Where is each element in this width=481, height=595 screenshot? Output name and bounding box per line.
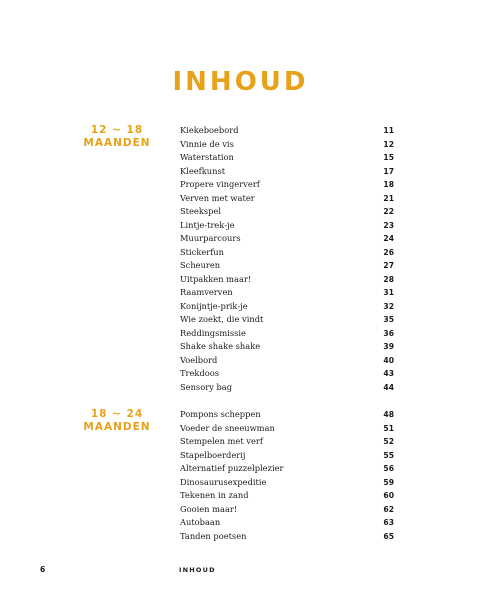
toc-entry-page: 22 xyxy=(383,207,394,216)
toc-entry-page: 18 xyxy=(383,180,394,189)
toc-entry xyxy=(180,246,394,260)
toc-entry-page: 65 xyxy=(383,531,394,541)
toc-entry-title: Konijntje-prik-je xyxy=(180,300,248,311)
toc-entry-page: 27 xyxy=(383,261,394,270)
toc-entry xyxy=(180,367,394,381)
toc-entry-title: Uitpakken maar! xyxy=(180,273,252,284)
toc-entry-title: Reddingsmissie xyxy=(180,327,246,338)
toc-entry xyxy=(180,489,394,503)
toc-entry-title: Gooien maar! xyxy=(180,503,238,514)
toc-entry-page: 36 xyxy=(383,328,394,338)
toc-entry xyxy=(180,232,394,246)
toc-entry-title: Alternatief puzzelplezier xyxy=(180,463,284,473)
toc-entry xyxy=(180,313,394,327)
toc-entry-page: 15 xyxy=(383,153,394,162)
toc-entry-title: Wie zoekt, die vindt xyxy=(180,314,264,324)
toc-entry xyxy=(180,273,394,287)
toc-entry-title: Propere vingerverf xyxy=(180,179,260,189)
toc-entry-page: 63 xyxy=(383,518,394,527)
toc-entry-page: 51 xyxy=(383,423,394,433)
toc-entry-title: Muurparcours xyxy=(180,233,241,243)
toc-entry-title: Raamverven xyxy=(180,287,233,297)
toc-entry-title: Scheuren xyxy=(180,260,221,270)
toc-entry-page: 17 xyxy=(383,166,394,176)
toc-entry xyxy=(180,516,394,530)
toc-entry-page: 43 xyxy=(383,369,394,378)
section-unit: MAANDEN xyxy=(83,137,151,149)
toc-entry xyxy=(180,205,394,219)
toc-entry-page: 28 xyxy=(383,274,394,284)
toc-entry-page: 26 xyxy=(383,247,394,257)
toc-entry-title: Steekspel xyxy=(180,206,221,216)
toc-entry-page: 11 xyxy=(383,126,394,135)
toc-entry xyxy=(180,219,394,233)
toc-entry xyxy=(180,435,394,449)
toc-entry-page: 24 xyxy=(383,234,394,243)
toc-entry-page: 39 xyxy=(383,342,394,351)
running-title: INHOUD xyxy=(179,566,216,574)
toc-entry-title: Lintje-trek-je xyxy=(180,219,235,230)
toc-entry xyxy=(180,300,394,314)
toc-entry xyxy=(180,138,394,152)
toc-entry xyxy=(180,381,394,395)
toc-entry xyxy=(180,286,394,300)
toc-entry-title: Tekenen in zand xyxy=(180,490,249,500)
toc-entry xyxy=(180,462,394,476)
toc-entry xyxy=(180,259,394,273)
page-title: INHOUD xyxy=(172,67,309,97)
toc-list xyxy=(180,124,394,394)
toc-entry-page: 12 xyxy=(383,139,394,149)
toc-entry-page: 56 xyxy=(383,464,394,473)
toc-entry-page: 62 xyxy=(383,504,394,514)
toc-list xyxy=(180,408,394,543)
toc-entry-title: Sensory bag xyxy=(180,381,233,392)
toc-entry xyxy=(180,354,394,368)
toc-entry-title: Vinnie de vis xyxy=(180,138,234,149)
toc-entry-title: Voeder de sneeuwman xyxy=(180,422,275,433)
toc-entry-title: Dinosaurusexpeditie xyxy=(180,476,267,487)
toc-entry xyxy=(180,327,394,341)
toc-entry-title: Waterstation xyxy=(180,152,234,162)
toc-entry-title: Voelbord xyxy=(180,354,218,365)
toc-entry-title: Tanden poetsen xyxy=(180,530,247,541)
section-label xyxy=(82,408,152,434)
toc-entry-title: Pompons scheppen xyxy=(180,409,261,419)
toc-entry-page: 21 xyxy=(383,193,394,203)
toc-entry-page: 35 xyxy=(383,315,394,324)
toc-entry-page: 40 xyxy=(383,355,394,365)
toc-entry xyxy=(180,530,394,544)
toc-entry-page: 59 xyxy=(383,477,394,487)
section-label xyxy=(82,124,152,150)
toc-entry-page: 48 xyxy=(383,410,394,419)
toc-entry-page: 44 xyxy=(383,382,394,392)
toc-entry xyxy=(180,165,394,179)
toc-entry xyxy=(180,503,394,517)
section-age-range: 12 ~ 18 xyxy=(90,124,144,136)
section-age-range: 18 ~ 24 xyxy=(90,408,144,420)
toc-entry-title: Kleefkunst xyxy=(180,165,226,176)
toc-entry xyxy=(180,151,394,165)
toc-entry-title: Kiekeboebord xyxy=(180,125,239,135)
toc-entry-title: Autobaan xyxy=(180,517,221,527)
toc-entry xyxy=(180,476,394,490)
toc-entry-title: Stickerfun xyxy=(180,246,224,257)
toc-entry xyxy=(180,340,394,354)
toc-entry-title: Trekdoos xyxy=(180,368,219,378)
toc-entry xyxy=(180,422,394,436)
toc-entry-page: 60 xyxy=(383,491,394,500)
toc-entry-title: Stempelen met verf xyxy=(180,436,263,446)
toc-entry-title: Shake shake shake xyxy=(180,341,261,351)
toc-entry xyxy=(180,192,394,206)
toc-entry-page: 32 xyxy=(383,301,394,311)
toc-entry-page: 31 xyxy=(383,288,394,297)
toc-entry xyxy=(180,124,394,138)
toc-entry-page: 52 xyxy=(383,437,394,446)
toc-entry-title: Verven met water xyxy=(180,192,255,203)
toc-entry xyxy=(180,408,394,422)
section-unit: MAANDEN xyxy=(83,421,151,433)
toc-entry xyxy=(180,178,394,192)
page-number: 6 xyxy=(40,565,46,574)
toc-entry-page: 23 xyxy=(383,220,394,230)
toc-entry-title: Stapelboerderij xyxy=(180,449,246,460)
toc-entry xyxy=(180,449,394,463)
toc-entry-page: 55 xyxy=(383,450,394,460)
